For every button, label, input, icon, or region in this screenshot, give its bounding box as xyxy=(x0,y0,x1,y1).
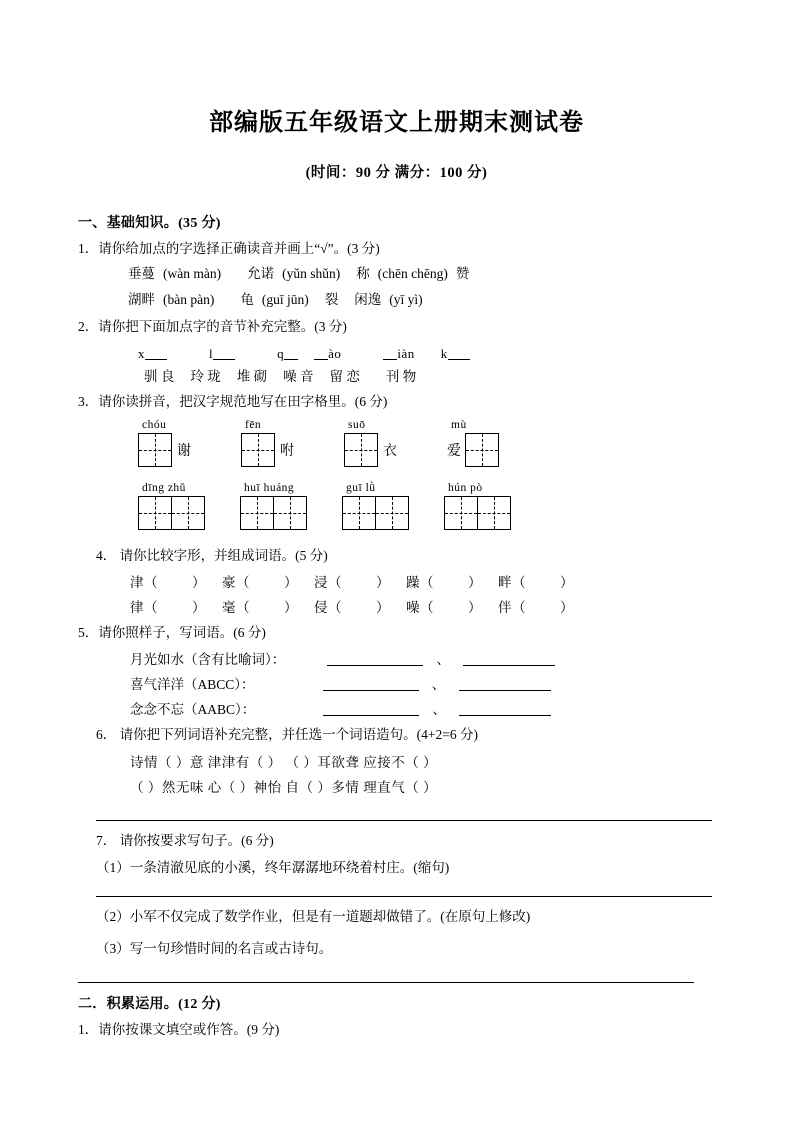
tianzige-cell[interactable] xyxy=(375,496,409,530)
q1b-p4: (yī yì) xyxy=(389,291,423,307)
q2-py-1: x xyxy=(138,345,145,361)
q3-item-8 xyxy=(444,481,510,530)
q2-blank-2[interactable] xyxy=(213,347,235,360)
q1b-p2: (guī jūn) xyxy=(261,291,309,307)
q1-p3: (chēn chēng) xyxy=(377,266,448,282)
tianzige-cell[interactable] xyxy=(138,496,172,530)
q5-blank[interactable] xyxy=(459,677,551,691)
q4-a2: 豪（ xyxy=(222,575,250,591)
q2-py-2: l xyxy=(209,345,214,361)
q2-word-2: 玲 珑 xyxy=(190,368,221,384)
question-5-label: 5．请你照样子，写词语。(6 分) xyxy=(78,625,266,641)
section-2-heading: 二．积累运用。(12 分) xyxy=(78,996,221,1012)
tianzige-5[interactable] xyxy=(138,496,204,530)
question-7-label: 7． 请你按要求写句子。(6 分) xyxy=(96,832,274,848)
question-1-line-2 xyxy=(78,289,715,311)
q3-pinyin-7: guī lǜ xyxy=(346,481,376,494)
q4-b2: 毫（ xyxy=(222,600,250,616)
q3-pinyin-8: hún pò xyxy=(448,481,483,494)
q3-item-2 xyxy=(241,418,294,467)
q3-pinyin-6: huī huáng xyxy=(244,481,295,494)
q3-after-1: 谢 xyxy=(177,443,191,459)
tianzige-6[interactable] xyxy=(240,496,306,530)
question-3-grids xyxy=(78,418,715,530)
q1-w1: 垂蔓 xyxy=(128,266,155,282)
q2-word-1: 驯 良 xyxy=(144,368,175,384)
q3-grid-row-1 xyxy=(138,418,715,467)
page-title: 部编版五年级语文上册期末测试卷 xyxy=(209,110,584,136)
question-7-item-3: （3）写一句珍惜时间的名言或古诗句。 xyxy=(96,941,333,957)
q4-b4: 噪（ xyxy=(406,600,434,616)
question-1-line-1 xyxy=(78,263,715,285)
q1-p2: (yǔn shǔn) xyxy=(282,266,341,282)
exam-subtitle: (时间：90 分 满分：100 分) xyxy=(305,165,488,181)
q3-item-1 xyxy=(138,418,191,467)
q3-pinyin-1: chóu xyxy=(142,418,167,431)
q5-blank[interactable] xyxy=(463,652,555,666)
question-7-item-2: （2）小军不仅完成了数学作业，但是有一道题却做错了。(在原句上修改) xyxy=(96,909,531,925)
q5-blank[interactable] xyxy=(323,677,419,691)
q3-pinyin-3: suō xyxy=(348,418,366,431)
tianzige-cell[interactable] xyxy=(171,496,205,530)
question-1-label: 1．请你给加点的字选择正确读音并画上“√”。(3 分) xyxy=(78,241,380,256)
question-6-line-1[interactable]: 诗情（ ）意 津津有（ ） （ ）耳欲聋 应接不（ ） xyxy=(130,754,438,770)
q3-item-4 xyxy=(447,418,498,467)
q1-w2: 允诺 xyxy=(247,266,275,282)
tianzige-cell[interactable] xyxy=(477,496,511,530)
q2-blank-4[interactable] xyxy=(314,347,328,360)
question-2-words xyxy=(78,365,715,385)
question-7-item-1: （1）一条清澈见底的小溪，终年潺潺地环绕着村庄。(缩句) xyxy=(96,859,450,875)
q3-item-3 xyxy=(344,418,397,467)
q1-w4: 赞 xyxy=(455,266,470,282)
q2-py-6: k xyxy=(440,345,448,361)
q3-after-2: 咐 xyxy=(280,443,294,459)
q1b-p1: (bàn pàn) xyxy=(163,291,215,307)
q1-p1: (wàn màn) xyxy=(163,266,222,282)
question-4-line-2: 律（ ） 毫（ ） 侵（ ） 噪（ ） 伴（ ） xyxy=(130,600,574,616)
q7-answer-line-1[interactable] xyxy=(96,896,712,897)
question-2-label: 2．请你把下面加点字的音节补充完整。(3 分) xyxy=(78,319,347,335)
tianzige-3[interactable] xyxy=(344,433,377,467)
tianzige-7[interactable] xyxy=(342,496,408,530)
q4-a3: 浸（ xyxy=(314,575,342,591)
q1b-w2: 龟 xyxy=(240,291,254,307)
q3-after-4: 爱 xyxy=(447,443,461,459)
question-5-item-1: 月光如水（含有比喻词）： 、 xyxy=(78,648,715,668)
question-4-line-1: 津（ ） 豪（ ） 浸（ ） 躁（ ） 畔（ ） xyxy=(130,575,574,591)
tianzige-4[interactable] xyxy=(465,433,498,467)
q3-item-6 xyxy=(240,481,306,530)
q1-w3: 称 xyxy=(356,266,370,282)
q2-blank-6[interactable] xyxy=(448,347,470,360)
question-5-item-3: 念念不忘（AABC）： 、 xyxy=(78,698,715,718)
question-4-label: 4． 请你比较字形，并组成词语。(5 分) xyxy=(96,547,328,563)
section-2-question-1: 1．请你按课文填空或作答。(9 分) xyxy=(78,1021,280,1037)
q4-a4: 躁（ xyxy=(406,575,434,591)
question-3-label: 3．请你读拼音，把汉字规范地写在田字格里。(6 分) xyxy=(78,393,388,409)
tianzige-2[interactable] xyxy=(241,433,274,467)
q1b-w3: 裂 xyxy=(324,291,339,307)
q5-text-3: 念念不忘（AABC）： xyxy=(130,702,256,718)
q4-a1: 津（ xyxy=(130,575,158,591)
q2-word-4: 噪 音 xyxy=(283,368,314,384)
question-5-item-2: 喜气洋洋（ABCC）： 、 xyxy=(78,673,715,693)
q5-text-2: 喜气洋洋（ABCC）： xyxy=(130,677,255,693)
q1b-w4: 闲逸 xyxy=(354,291,382,307)
q3-grid-row-2 xyxy=(138,481,715,530)
q5-blank[interactable] xyxy=(323,702,419,716)
q2-py-5: iàn xyxy=(397,345,415,361)
question-6-label: 6． 请你把下列词语补充完整，并任选一个词语造句。(4+2=6 分) xyxy=(96,727,478,743)
q5-blank[interactable] xyxy=(327,652,423,666)
tianzige-cell[interactable] xyxy=(240,496,274,530)
q3-after-3: 衣 xyxy=(383,443,397,459)
q2-blank-3[interactable] xyxy=(284,347,298,360)
q4-b5: 伴（ xyxy=(498,600,526,616)
tianzige-cell[interactable] xyxy=(465,433,499,467)
tianzige-cell[interactable] xyxy=(344,433,378,467)
q2-word-5: 留 恋 xyxy=(329,368,360,384)
q3-pinyin-2: fēn xyxy=(245,418,262,431)
q4-b1: 律（ xyxy=(130,600,158,616)
q2-py-4: ào xyxy=(328,345,342,361)
q5-text-1: 月光如水（含有比喻词）： xyxy=(130,652,286,668)
tianzige-cell[interactable] xyxy=(241,433,275,467)
q1b-w1: 湖畔 xyxy=(128,291,155,307)
q2-py-3: q xyxy=(277,345,285,361)
tianzige-cell[interactable] xyxy=(444,496,478,530)
tianzige-cell[interactable] xyxy=(273,496,307,530)
q3-item-5 xyxy=(138,481,204,530)
q3-pinyin-5: dīng zhǔ xyxy=(142,481,186,494)
question-6-line-2[interactable]: （ ）然无味 心（ ）神怡 自（ ）多情 理直气（ ） xyxy=(130,779,438,795)
question-2-pinyin-blanks xyxy=(78,346,715,362)
q6-answer-line[interactable] xyxy=(96,820,712,821)
tianzige-8[interactable] xyxy=(444,496,510,530)
q4-b3: 侵（ xyxy=(314,600,342,616)
q3-item-7 xyxy=(342,481,408,530)
q5-blank[interactable] xyxy=(459,702,551,716)
section-1-heading: 一、基础知识。(35 分) xyxy=(78,216,221,231)
tianzige-1[interactable] xyxy=(138,433,171,467)
tianzige-cell[interactable] xyxy=(138,433,172,467)
q2-word-3: 堆 砌 xyxy=(236,368,268,384)
q2-word-6: 刊 物 xyxy=(385,368,417,384)
q7-answer-line-2[interactable] xyxy=(78,982,694,983)
q2-blank-1[interactable] xyxy=(145,347,167,360)
q2-blank-5[interactable] xyxy=(383,347,397,360)
tianzige-cell[interactable] xyxy=(342,496,376,530)
q3-pinyin-4: mù xyxy=(451,418,467,431)
q4-a5: 畔（ xyxy=(498,575,526,591)
